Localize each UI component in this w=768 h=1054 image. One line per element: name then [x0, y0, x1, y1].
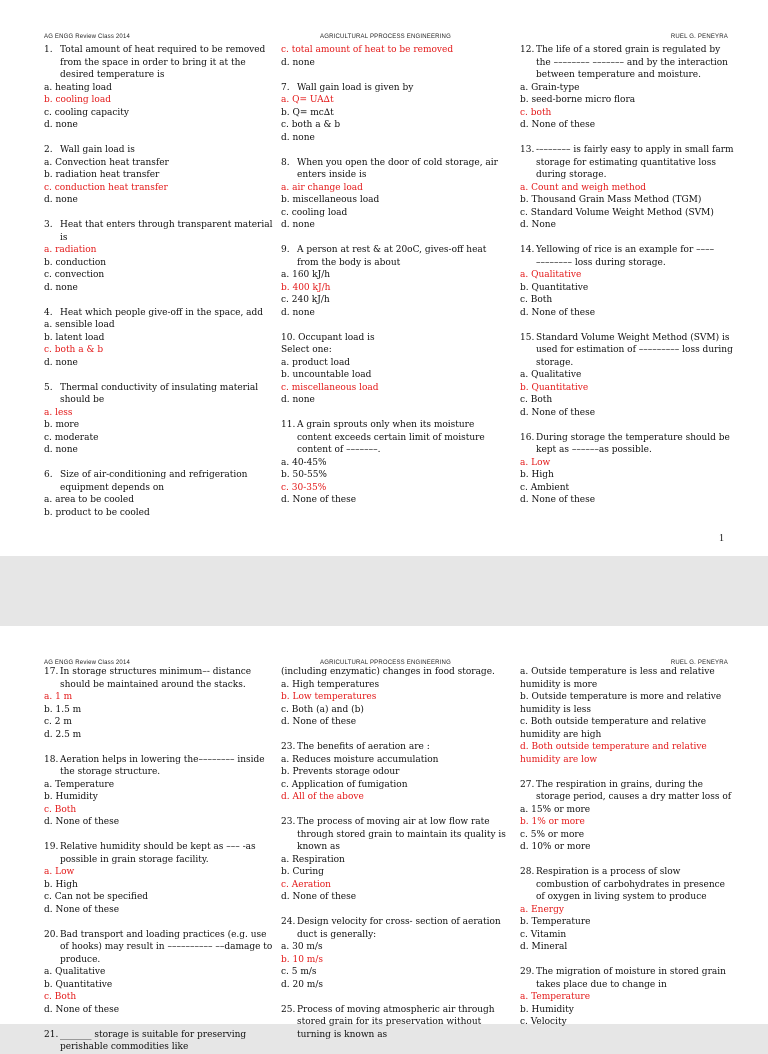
question-block	[281, 82, 506, 145]
answer-option: b. seed-borne micro flora	[520, 95, 636, 105]
question-stem: Standard Volume Weight Method (SVM) is used for estimation of ––––––––– loss during storage.	[536, 332, 733, 368]
answer-option-correct: c. total amount of heat to be removed	[281, 45, 454, 55]
answer-option: d. none	[281, 220, 315, 230]
question-text	[520, 966, 735, 991]
answer-option: b. 1.5 m	[44, 704, 82, 715]
question-stem: Heat that enters through transparent material is	[60, 220, 273, 243]
answer-option: d. none	[281, 395, 315, 405]
question-text	[44, 44, 276, 82]
answer-option: d. None of these	[281, 892, 357, 902]
question-text	[44, 144, 276, 157]
answer-option-correct: a. Low	[44, 867, 75, 877]
question-block	[281, 419, 506, 507]
answer-option-correct: a. Low	[520, 457, 551, 468]
question-number: 9.	[281, 245, 290, 255]
question-stem: Heat which people give-off in the space, add	[60, 307, 264, 318]
answer-option: d. none	[44, 195, 78, 205]
question-number: 7.	[281, 82, 290, 93]
answer-option: a. Reduces moisture accumulation	[281, 754, 439, 765]
answer-option: d. none	[281, 57, 315, 68]
answer-option: a. High temperatures	[281, 679, 380, 690]
question-number: 17.	[44, 667, 59, 677]
question-block	[520, 144, 735, 232]
question-text	[520, 779, 735, 804]
answer-option: a. Qualitative	[520, 370, 582, 380]
answer-option: c. Both outside temperature and relative humidity are high	[520, 717, 707, 740]
header-right: RUEL G. PENEYRA	[670, 660, 728, 666]
question-number: 23.	[281, 742, 296, 752]
column-right	[520, 666, 735, 1029]
answer-option: d. none	[44, 120, 78, 130]
question-text	[520, 432, 735, 457]
answer-option-correct: a. Qualitative	[520, 270, 582, 280]
answer-option: d. None of these	[520, 307, 596, 318]
question-stem: -––––––– is fairly easy to apply in small farm storage for estimating quantitative loss during storage.	[536, 145, 734, 180]
answer-option-correct: b. Low temperatures	[281, 692, 377, 702]
answer-option: d. none	[44, 445, 78, 455]
answer-option: c. 5% or more	[520, 829, 585, 840]
question-text	[281, 1004, 506, 1042]
question-number: 15.	[520, 332, 535, 343]
answer-option-correct: a. Count and weigh method	[520, 182, 647, 193]
question-stem: The life of a stored grain is regulated by the –––––––– ––––––– and by the interaction between temperature and moisture.	[536, 45, 728, 80]
question-stem: 10. Occupant load is	[281, 332, 375, 343]
question-stem: Size of air-conditioning and refrigeration equipment depends on	[60, 470, 248, 493]
question-text	[44, 841, 276, 866]
answer-option: c. 240 kJ/h	[281, 295, 330, 305]
column-left	[44, 44, 276, 519]
question-stem: _______ storage is suitable for preserving perishable commodities like	[60, 1029, 247, 1052]
question-number: 5.	[44, 382, 53, 393]
answer-option: d. Mineral	[520, 942, 568, 952]
answer-option: c. Application of fumigation	[281, 779, 408, 790]
question-text	[44, 1029, 276, 1054]
header-right: RUEL G. PENEYRA	[670, 34, 728, 40]
answer-option: b. miscellaneous load	[281, 195, 380, 205]
question-text	[44, 219, 276, 244]
question-block	[44, 929, 276, 1017]
header-center: AGRICULTURAL PPROCESS ENGINEERING	[320, 660, 451, 666]
answer-option: d. none	[281, 132, 315, 143]
answer-option: b. product to be cooled	[44, 507, 150, 518]
answer-option-correct: a. radiation	[44, 245, 97, 255]
question-block	[281, 332, 506, 407]
question-number: 27.	[520, 779, 535, 790]
question-stem: Respiration is a process of slow combustion of carbohydrates in presence of oxygen in living system to produce	[536, 867, 726, 902]
question-number: 20.	[44, 929, 59, 940]
answer-option: c. Standard Volume Weight Method (SVM)	[520, 207, 714, 218]
question-block	[44, 382, 276, 457]
question-stem: The benefits of aeration are :	[297, 742, 430, 752]
question-number: 29.	[520, 967, 535, 977]
question-stem: A grain sprouts only when its moisture content exceeds certain limit of moisture content of –––––––.	[297, 420, 485, 455]
answer-option: Select one:	[281, 345, 332, 355]
column-middle	[281, 666, 506, 1041]
answer-option: c. moderate	[44, 432, 99, 443]
question-stem: Thermal conductivity of insulating material should be	[60, 382, 259, 405]
answer-option-correct: a. less	[44, 407, 73, 418]
question-block	[281, 816, 506, 904]
answer-option-correct: c. Both	[44, 804, 77, 815]
question-block	[520, 666, 735, 766]
answer-option: b. Prevents storage odour	[281, 767, 400, 777]
answer-option: b. Temperature	[520, 917, 591, 927]
question-block	[281, 157, 506, 232]
question-text	[44, 307, 276, 320]
question-text	[281, 916, 506, 941]
question-block	[281, 1004, 506, 1042]
question-number: 11.	[281, 420, 296, 430]
answer-option: a. Temperature	[44, 779, 115, 790]
question-number: 28.	[520, 867, 535, 877]
answer-option: a. Respiration	[281, 854, 345, 865]
question-block	[44, 307, 276, 370]
question-block	[44, 144, 276, 207]
question-stem: The respiration in grains, during the storage period, causes a dry matter loss of	[536, 779, 732, 802]
answer-option: b. Quantitative	[520, 282, 589, 293]
answer-option-correct: a. Q= UA∆t	[281, 95, 334, 105]
question-stem: Bad transport and loading practices (e.g. use of hooks) may result in –––––––––– ––damage to produce.	[60, 929, 273, 965]
answer-option: a. Qualitative	[44, 967, 106, 977]
answer-option: c. Both (a) and (b)	[281, 704, 364, 715]
question-block	[520, 432, 735, 507]
answer-option: a. heating load	[44, 82, 112, 93]
answer-option: a. Outside temperature is less and relative humidity is more	[520, 667, 715, 690]
question-block	[520, 332, 735, 420]
answer-option-correct: a. Energy	[520, 904, 564, 915]
answer-option: d. none	[281, 307, 315, 318]
question-text	[281, 244, 506, 269]
question-stem: (including enzymatic) changes in food storage.	[281, 667, 495, 677]
question-number: 3.	[44, 220, 53, 230]
answer-option: a. 40-45%	[281, 457, 327, 468]
answer-option: d. 20 m/s	[281, 979, 323, 990]
answer-option: d. none	[44, 357, 78, 368]
question-number: 25.	[281, 1004, 296, 1015]
question-block	[44, 841, 276, 916]
answer-option: d. None of these	[44, 817, 120, 827]
question-block	[44, 219, 276, 294]
answer-option: d. none	[44, 282, 78, 293]
answer-option: b. 50-55%	[281, 470, 327, 480]
question-block	[520, 44, 735, 132]
question-number: 24.	[281, 917, 296, 927]
answer-option: d. None of these	[281, 717, 357, 727]
answer-option: c. Vitamin	[520, 929, 567, 940]
answer-option-correct: c. miscellaneous load	[281, 382, 379, 393]
answer-option-correct: a. Temperature	[520, 992, 591, 1002]
header-left: AG ENGG Review Class 2014	[44, 660, 131, 666]
question-stem: When you open the door of cold storage, air enters inside is	[297, 157, 498, 180]
answer-option: b. Q= mc∆t	[281, 107, 334, 118]
question-number: 23.	[281, 817, 296, 827]
question-text	[44, 929, 276, 967]
question-number: 6.	[44, 470, 53, 480]
answer-option: c. cooling load	[281, 207, 348, 218]
answer-option: b. uncountable load	[281, 370, 372, 380]
question-stem: The process of moving air at low flow rate through stored grain to maintain its quality is known as	[297, 817, 506, 852]
answer-option: c. both a & b	[281, 120, 341, 130]
question-block	[520, 966, 735, 1029]
answer-option: d. None of these	[520, 407, 596, 418]
answer-option: b. High	[44, 879, 78, 890]
answer-option: b. Quantitative	[44, 979, 113, 990]
question-block	[44, 666, 276, 741]
question-stem: A person at rest & at 20oC, gives-off heat from the body is about	[297, 245, 487, 268]
answer-option: a. 160 kJ/h	[281, 270, 331, 280]
answer-option: b. Thousand Grain Mass Method (TGM)	[520, 195, 702, 205]
answer-option: a. Convection heat transfer	[44, 157, 169, 168]
question-block	[44, 469, 276, 519]
answer-option: a. 15% or more	[520, 804, 591, 815]
question-block	[281, 666, 506, 729]
answer-option-correct: a. 1 m	[44, 692, 73, 702]
question-block	[520, 244, 735, 319]
question-text	[281, 741, 506, 754]
question-text	[520, 866, 735, 904]
question-stem: Aeration helps in lowering the–––––––– inside the storage structure.	[60, 754, 265, 777]
answer-option: c. Ambient	[520, 482, 570, 493]
question-stem: Relative humidity should be kept as ––– -as possible in grain storage facility.	[60, 842, 256, 865]
question-stem: The migration of moisture in stored grain takes place due to change in	[536, 967, 726, 990]
question-text	[520, 332, 735, 370]
answer-option: d. None of these	[520, 495, 596, 505]
question-text	[281, 157, 506, 182]
question-block	[520, 779, 735, 854]
column-left	[44, 666, 276, 1054]
page-number: 1	[719, 533, 724, 544]
answer-option: d. 2.5 m	[44, 729, 82, 740]
question-number: 19.	[44, 842, 59, 852]
question-stem: Design velocity for cross- section of aeration duct is generally:	[297, 917, 501, 940]
answer-option: c. 2 m	[44, 717, 72, 727]
answer-option: a. area to be cooled	[44, 495, 134, 505]
answer-option-correct: b. cooling load	[44, 95, 111, 105]
question-block	[281, 741, 506, 804]
answer-option: a. sensible load	[44, 320, 115, 330]
question-number: 16.	[520, 432, 535, 443]
question-text	[520, 244, 735, 269]
column-middle	[281, 44, 506, 507]
answer-option: b. Outside temperature is more and relative humidity is less	[520, 692, 722, 715]
answer-option: d. None of these	[44, 1004, 120, 1015]
answer-option: d. None of these	[281, 495, 357, 505]
answer-option: a. 30 m/s	[281, 942, 323, 952]
question-block	[281, 244, 506, 319]
document-page-2	[0, 626, 768, 1052]
answer-option: b. latent load	[44, 332, 105, 343]
answer-option-correct: b. 10 m/s	[281, 954, 323, 965]
question-text	[520, 44, 735, 82]
answer-option: a. product load	[281, 357, 351, 368]
question-number: 2.	[44, 145, 53, 155]
question-text	[281, 82, 506, 95]
question-number: 18.	[44, 754, 59, 765]
answer-option: c. convection	[44, 270, 105, 280]
question-text	[44, 666, 276, 691]
answer-option: c. cooling capacity	[44, 107, 129, 118]
question-number: 12.	[520, 45, 535, 55]
answer-option: d. 10% or more	[520, 842, 591, 852]
answer-option: d. None	[520, 220, 556, 230]
question-stem: In storage structures minimum–- distance should be maintained around the stacks.	[60, 667, 252, 690]
question-number: 13.	[520, 145, 535, 155]
answer-option: b. conduction	[44, 257, 107, 268]
question-block	[44, 44, 276, 132]
question-stem: Wall gain load is	[60, 145, 135, 155]
question-text	[44, 754, 276, 779]
answer-option: c. Velocity	[520, 1017, 567, 1027]
question-stem: During storage the temperature should be kept as ––––––as possible.	[536, 432, 730, 455]
question-stem: Process of moving atmospheric air through stored grain for its preservation without turning is known as	[297, 1004, 495, 1040]
answer-option: a. Grain-type	[520, 82, 580, 93]
answer-option: c. Both	[520, 295, 553, 305]
question-block	[520, 866, 735, 954]
answer-option-correct: c. both a & b	[44, 345, 104, 355]
answer-option: b. radiation heat transfer	[44, 170, 160, 180]
answer-option-correct: b. 400 kJ/h	[281, 282, 331, 293]
answer-option: c. 5 m/s	[281, 967, 317, 977]
question-number: 4.	[44, 307, 53, 318]
answer-option-correct: c. Aeration	[281, 879, 331, 890]
answer-option-correct: b. 1% or more	[520, 817, 585, 827]
question-text	[44, 469, 276, 494]
question-stem: Wall gain load is given by	[297, 82, 414, 93]
answer-option: b. High	[520, 470, 554, 480]
question-number: 14.	[520, 245, 535, 255]
answer-option-correct: c. 30-35%	[281, 482, 327, 493]
header-left: AG ENGG Review Class 2014	[44, 34, 131, 40]
question-text	[281, 419, 506, 457]
answer-option: b. more	[44, 420, 80, 430]
question-block	[281, 44, 506, 69]
question-number: 21.	[44, 1029, 59, 1040]
answer-option: d. None of these	[44, 904, 120, 915]
answer-option: c. Both	[520, 395, 553, 405]
question-block	[44, 1029, 276, 1054]
question-number: 8.	[281, 157, 290, 168]
question-stem: Total amount of heat required to be removed from the space in order to bring it at the desired temperature is	[60, 45, 266, 80]
question-number: 1.	[44, 45, 53, 55]
answer-option-correct: c. Both	[44, 992, 77, 1002]
answer-option-correct: d. Both outside temperature and relative humidity are low	[520, 742, 707, 765]
answer-option-correct: c. conduction heat transfer	[44, 182, 168, 193]
answer-option: d. None of these	[520, 120, 596, 130]
answer-option-correct: a. air change load	[281, 182, 363, 193]
answer-option: c. Can not be specified	[44, 892, 149, 902]
question-block	[281, 916, 506, 991]
question-text	[281, 332, 506, 345]
answer-option: b. Humidity	[44, 792, 98, 802]
column-right	[520, 44, 735, 507]
answer-option: b. Curing	[281, 867, 324, 877]
question-text	[281, 816, 506, 854]
question-text	[44, 382, 276, 407]
answer-option-correct: b. Quantitative	[520, 382, 589, 393]
question-text	[281, 666, 506, 679]
answer-option-correct: c. both	[520, 107, 552, 118]
answer-option: b. Humidity	[520, 1004, 574, 1015]
question-block	[44, 754, 276, 829]
question-stem: Yellowing of rice is an example for –––– –––––––– loss during storage.	[536, 245, 715, 268]
answer-option-correct: d. All of the above	[281, 792, 364, 802]
header-center: AGRICULTURAL PPROCESS ENGINEERING	[320, 34, 451, 40]
question-text	[520, 144, 735, 182]
